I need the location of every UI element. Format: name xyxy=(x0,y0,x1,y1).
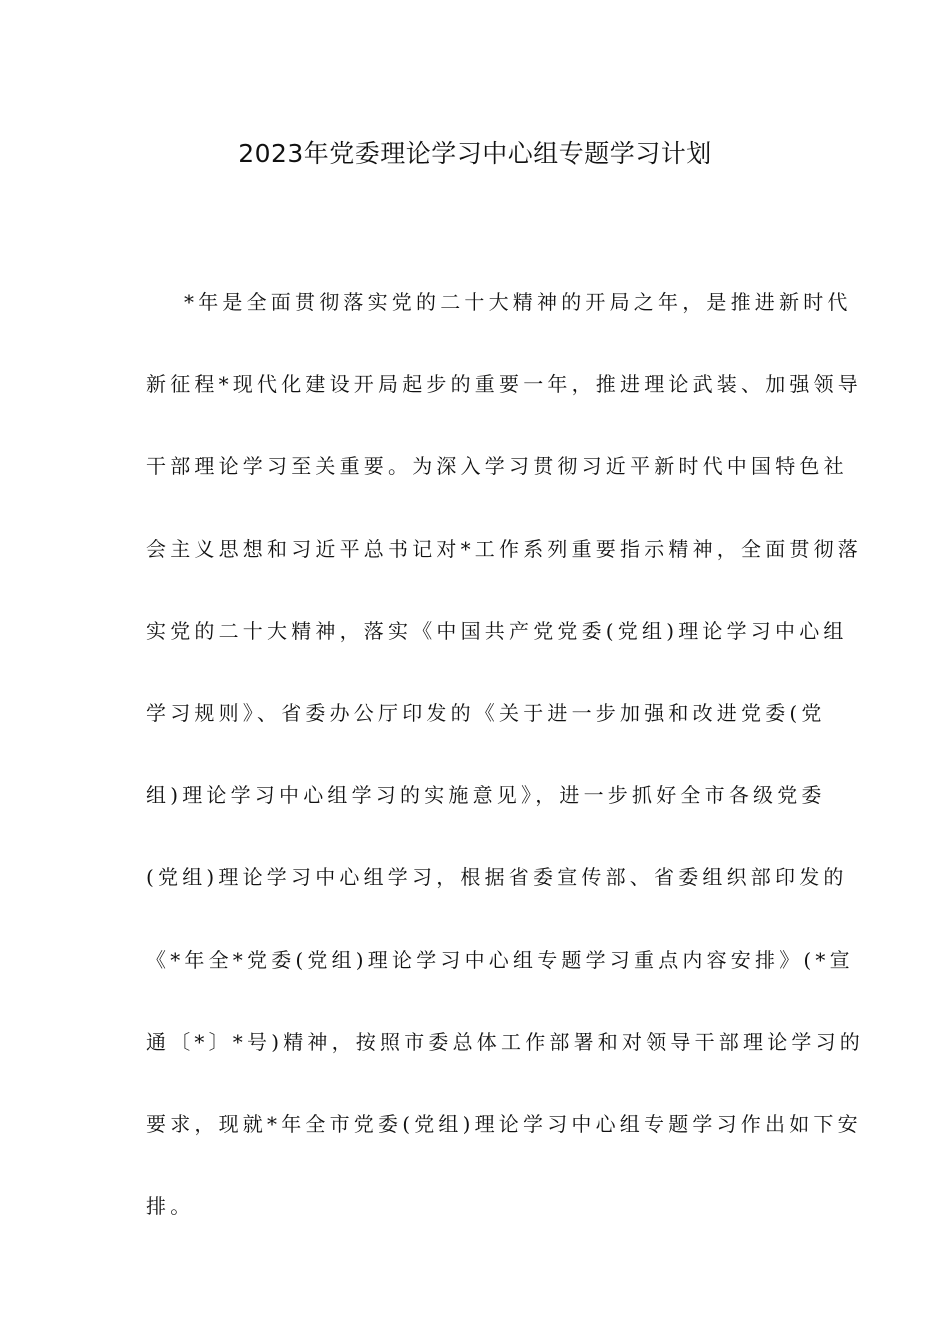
paragraph-line: 会主义思想和习近平总书记对*工作系列重要指示精神，全面贯彻落 xyxy=(146,536,862,561)
paragraph-line: 要求，现就*年全市党委(党组)理论学习中心组专题学习作出如下安 xyxy=(146,1111,862,1136)
document-title: 2023年党委理论学习中心组专题学习计划 xyxy=(238,139,712,168)
paragraph-line: 组)理论学习中心组学习的实施意见》，进一步抓好全市各级党委 xyxy=(146,783,826,808)
paragraph-line: 《*年全*党委(党组)理论学习中心组专题学习重点内容安排》(*宣 xyxy=(146,947,854,972)
paragraph-line: (党组)理论学习中心组学习，根据省委宣传部、省委组织部印发的 xyxy=(146,865,848,890)
paragraph-line: 学习规则》、省委办公厅印发的《关于进一步加强和改进党委(党 xyxy=(146,700,826,725)
paragraph-line: 实党的二十大精神，落实《中国共产党党委(党组)理论学习中心组 xyxy=(146,618,848,643)
body-paragraph xyxy=(146,282,865,1268)
paragraph-line: 排。 xyxy=(146,1194,195,1219)
paragraph-line: 新征程*现代化建设开局起步的重要一年，推进理论武装、加强领导 xyxy=(146,372,862,397)
paragraph-line: *年是全面贯彻落实党的二十大精神的开局之年，是推进新时代 xyxy=(184,290,852,314)
paragraph-line: 干部理论学习至关重要。为深入学习贯彻习近平新时代中国特色社 xyxy=(146,454,848,479)
paragraph-line: 通〔*〕*号)精神，按照市委总体工作部署和对领导干部理论学习的 xyxy=(146,1029,865,1054)
